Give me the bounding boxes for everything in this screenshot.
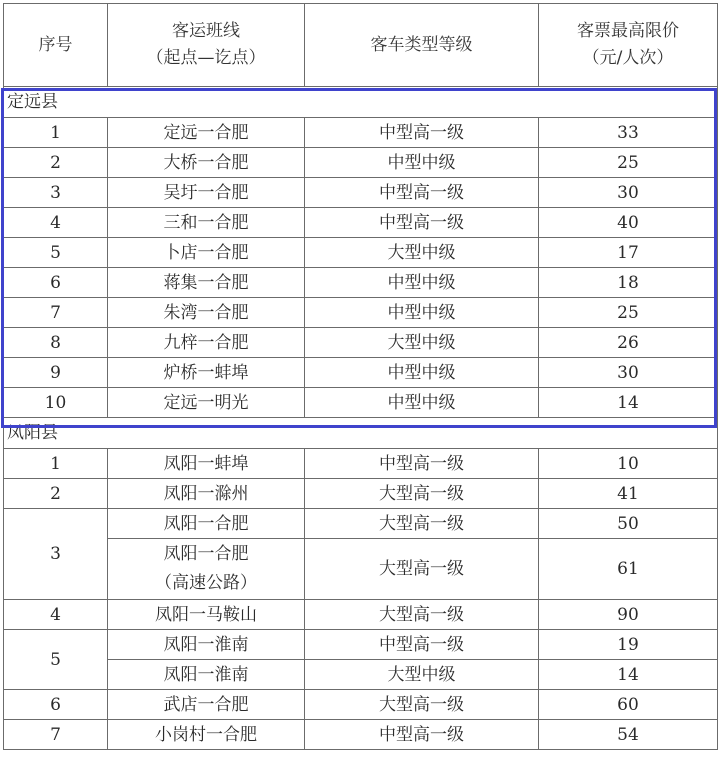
header-type: 客车类型等级 (305, 4, 539, 87)
row-type: 中型高一级 (305, 118, 539, 148)
row-route: 定远一明光 (108, 388, 305, 418)
row-route: 凤阳一滁州 (108, 479, 305, 509)
table-row (4, 690, 718, 720)
row-route: 九梓一合肥 (108, 328, 305, 358)
table-row (4, 358, 718, 388)
row-price: 25 (539, 148, 718, 178)
section-title-dingyuan: 定远县 (4, 87, 718, 118)
row-no: 7 (4, 298, 108, 328)
table-row (4, 630, 718, 660)
table-row (4, 328, 718, 358)
row-price: 50 (539, 509, 718, 539)
table-row (4, 268, 718, 298)
header-no: 序号 (4, 4, 108, 87)
table-row (4, 298, 718, 328)
row-no: 8 (4, 328, 108, 358)
row-route: 小岗村一合肥 (108, 720, 305, 750)
table-row (4, 238, 718, 268)
row-no: 3 (4, 509, 108, 600)
row-type: 中型高一级 (305, 720, 539, 750)
table-row (4, 178, 718, 208)
row-type: 中型中级 (305, 388, 539, 418)
row-type: 大型中级 (305, 660, 539, 690)
row-type: 大型中级 (305, 328, 539, 358)
row-no: 3 (4, 178, 108, 208)
row-route: 三和一合肥 (108, 208, 305, 238)
header-row (4, 4, 718, 87)
row-no: 9 (4, 358, 108, 388)
table-row (4, 660, 718, 690)
row-no: 5 (4, 238, 108, 268)
row-price: 18 (539, 268, 718, 298)
table-row (4, 600, 718, 630)
row-price: 14 (539, 660, 718, 690)
row-no: 6 (4, 268, 108, 298)
table-row (4, 118, 718, 148)
row-route: 炉桥一蚌埠 (108, 358, 305, 388)
header-route-subtitle: （起点—讫点） (146, 48, 266, 68)
row-price: 90 (539, 600, 718, 630)
table-row (4, 539, 718, 600)
header-price-unit: （元/人次） (582, 48, 674, 68)
row-route: 凤阳一马鞍山 (108, 600, 305, 630)
row-route: 卜店一合肥 (108, 238, 305, 268)
row-price: 33 (539, 118, 718, 148)
row-price: 60 (539, 690, 718, 720)
row-no: 2 (4, 148, 108, 178)
row-price: 10 (539, 449, 718, 479)
header-route (108, 4, 305, 87)
row-price: 14 (539, 388, 718, 418)
row-price: 30 (539, 358, 718, 388)
table-row (4, 449, 718, 479)
row-type: 大型高一级 (305, 690, 539, 720)
row-no: 7 (4, 720, 108, 750)
row-price: 41 (539, 479, 718, 509)
row-type: 大型中级 (305, 238, 539, 268)
row-type: 中型中级 (305, 298, 539, 328)
row-no: 4 (4, 208, 108, 238)
row-route-name: 凤阳一合肥 (163, 544, 249, 564)
row-type: 大型高一级 (305, 509, 539, 539)
row-route: 定远一合肥 (108, 118, 305, 148)
row-type: 大型高一级 (305, 600, 539, 630)
row-no: 1 (4, 449, 108, 479)
row-no: 6 (4, 690, 108, 720)
fare-table (3, 3, 718, 750)
table-row (4, 509, 718, 539)
row-type: 大型高一级 (305, 539, 539, 600)
row-no: 2 (4, 479, 108, 509)
row-route: 吴圩一合肥 (108, 178, 305, 208)
row-no: 5 (4, 630, 108, 690)
row-type: 中型高一级 (305, 208, 539, 238)
table-row (4, 720, 718, 750)
row-route: 蒋集一合肥 (108, 268, 305, 298)
header-price (539, 4, 718, 87)
row-no: 10 (4, 388, 108, 418)
row-type: 中型高一级 (305, 178, 539, 208)
row-type: 中型高一级 (305, 630, 539, 660)
row-price: 54 (539, 720, 718, 750)
row-price: 25 (539, 298, 718, 328)
row-price: 17 (539, 238, 718, 268)
row-no: 4 (4, 600, 108, 630)
row-route: 大桥一合肥 (108, 148, 305, 178)
row-route: 凤阳一合肥 (108, 509, 305, 539)
row-route: 凤阳一淮南 (108, 630, 305, 660)
row-no: 1 (4, 118, 108, 148)
row-type: 中型中级 (305, 268, 539, 298)
row-type: 中型中级 (305, 148, 539, 178)
row-route: 凤阳一蚌埠 (108, 449, 305, 479)
row-route (108, 539, 305, 600)
row-price: 26 (539, 328, 718, 358)
row-type: 大型高一级 (305, 479, 539, 509)
table-row (4, 479, 718, 509)
row-price: 30 (539, 178, 718, 208)
row-route: 朱湾一合肥 (108, 298, 305, 328)
table-row (4, 208, 718, 238)
row-price: 61 (539, 539, 718, 600)
row-type: 中型中级 (305, 358, 539, 388)
row-route-note: （高速公路） (155, 573, 257, 593)
row-route: 凤阳一淮南 (108, 660, 305, 690)
row-price: 40 (539, 208, 718, 238)
row-price: 19 (539, 630, 718, 660)
row-route: 武店一合肥 (108, 690, 305, 720)
header-route-title: 客运班线 (172, 21, 240, 41)
header-price-title: 客票最高限价 (577, 21, 679, 41)
table-row (4, 148, 718, 178)
row-type: 中型高一级 (305, 449, 539, 479)
section-title-fengyang: 凤阳县 (4, 418, 718, 449)
table-row (4, 388, 718, 418)
